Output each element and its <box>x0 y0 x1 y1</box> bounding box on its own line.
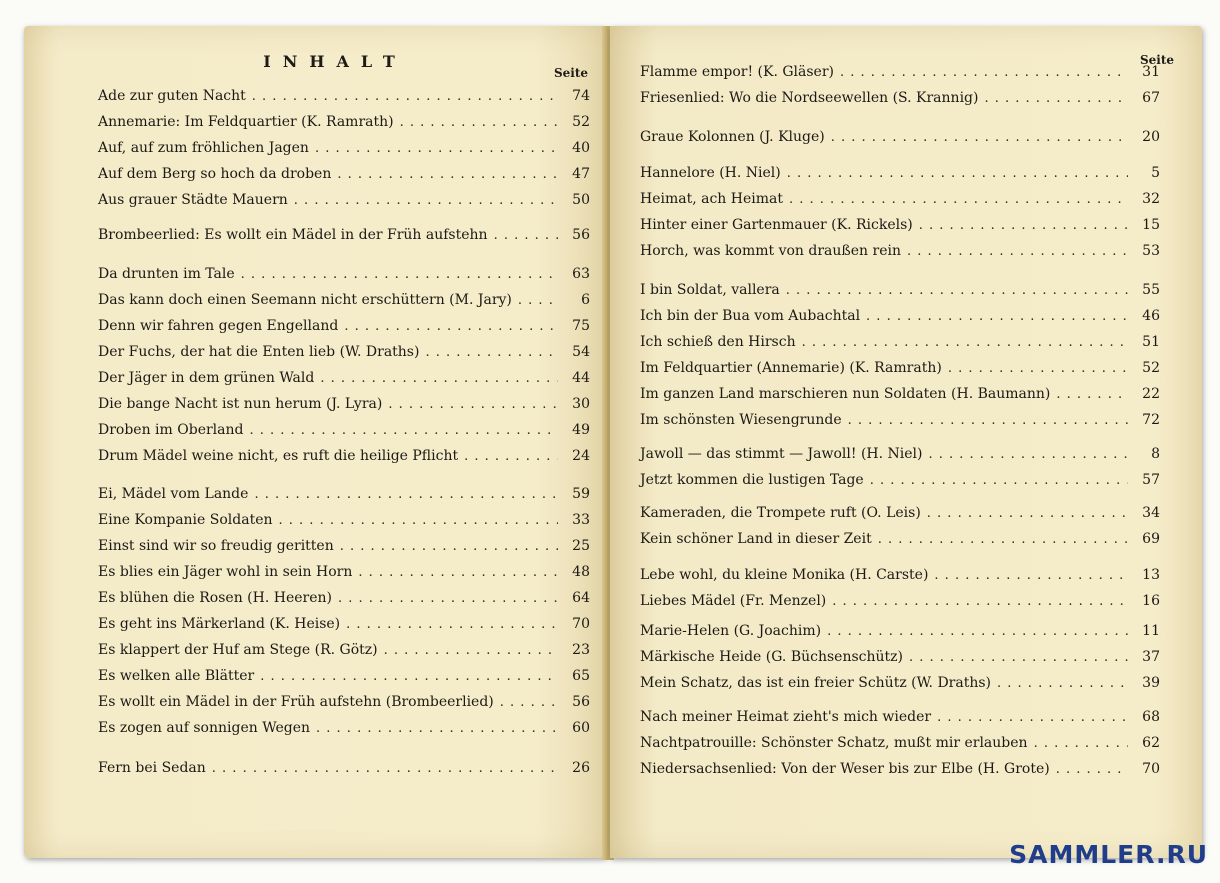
toc-entry-title: Fern bei Sedan <box>98 760 206 776</box>
toc-entry <box>640 593 1160 609</box>
toc-entry-title: Einst sind wir so freudig geritten <box>98 538 334 554</box>
toc-entry <box>640 165 1160 181</box>
toc-entry <box>640 623 1160 639</box>
toc-entry-title: Denn wir fahren gegen Engelland <box>98 318 339 334</box>
toc-entry-page-number: 59 <box>572 486 590 502</box>
dot-leader <box>866 309 1128 324</box>
toc-entry-title: Brombeerlied: Es wollt ein Mädel in der Früh aufstehn <box>98 227 488 243</box>
dot-leader <box>241 267 558 282</box>
toc-entry <box>640 64 1160 80</box>
toc-entry-page-number: 52 <box>1142 360 1160 376</box>
toc-entry-title: Es blies ein Jäger wohl in sein Horn <box>98 564 353 580</box>
toc-entry <box>98 538 590 554</box>
toc-entry-title: Nach meiner Heimat zieht's mich wieder <box>640 709 932 725</box>
toc-entry-page-number: 34 <box>1142 505 1160 521</box>
dot-leader <box>937 710 1128 725</box>
toc-entry-title: Niedersachsenlied: Von der Weser bis zur Elbe (H. Grote) <box>640 761 1050 777</box>
toc-entry-page-number: 60 <box>572 720 590 736</box>
dot-leader <box>464 449 558 464</box>
dot-leader <box>786 283 1128 298</box>
toc-entry <box>98 694 590 710</box>
toc-entry-title: Friesenlied: Wo die Nordseewellen (S. Krannig) <box>640 90 979 106</box>
dot-leader <box>878 532 1128 547</box>
dot-leader <box>927 506 1128 521</box>
toc-entry-title: Märkische Heide (G. Büchsenschütz) <box>640 649 903 665</box>
toc-entry-page-number: 69 <box>1142 531 1160 547</box>
toc-entry <box>640 386 1160 402</box>
watermark: SAMMLER.RU <box>1009 840 1208 869</box>
dot-leader <box>934 568 1128 583</box>
toc-entry <box>640 567 1160 583</box>
toc-entry <box>98 512 590 528</box>
toc-entry <box>640 472 1160 488</box>
toc-entry <box>98 88 590 104</box>
toc-entry-page-number: 30 <box>572 396 590 412</box>
dot-leader <box>518 293 558 308</box>
toc-entry <box>98 668 590 684</box>
dot-leader <box>252 89 558 104</box>
toc-entry-title: Jetzt kommen die lustigen Tage <box>640 472 864 488</box>
toc-entry-page-number: 56 <box>572 694 590 710</box>
toc-entry-page-number: 25 <box>572 538 590 554</box>
toc-entry-title: Kameraden, die Trompete ruft (O. Leis) <box>640 505 921 521</box>
toc-entry-page-number: 47 <box>572 166 590 182</box>
toc-entry-page-number: 68 <box>1142 709 1160 725</box>
dot-leader <box>249 423 558 438</box>
toc-entry-title: Aus grauer Städte Mauern <box>98 192 288 208</box>
toc-entry-title: Das kann doch einen Seemann nicht erschüttern (M. Jary) <box>98 292 512 308</box>
toc-entry <box>98 166 590 182</box>
toc-entry-title: Lebe wohl, du kleine Monika (H. Carste) <box>640 567 929 583</box>
dot-leader <box>338 591 558 606</box>
toc-entry-page-number: 48 <box>572 564 590 580</box>
toc-entry-page-number: 20 <box>1142 129 1160 145</box>
toc-entry <box>98 140 590 156</box>
dot-leader <box>279 513 558 528</box>
dot-leader <box>400 115 558 130</box>
dot-leader <box>315 141 558 156</box>
toc-entry <box>98 266 590 282</box>
dot-leader <box>316 721 558 736</box>
toc-entry <box>640 217 1160 233</box>
toc-entry-title: Horch, was kommt von draußen rein <box>640 243 901 259</box>
toc-entry-title: Auf dem Berg so hoch da droben <box>98 166 332 182</box>
toc-entry-title: Marie-Helen (G. Joachim) <box>640 623 822 639</box>
dot-leader <box>827 624 1128 639</box>
toc-entry-page-number: 33 <box>572 512 590 528</box>
dot-leader <box>1056 387 1128 402</box>
toc-entry <box>640 129 1160 145</box>
toc-entry <box>640 412 1160 428</box>
dot-leader <box>787 166 1128 181</box>
toc-entry-page-number: 46 <box>1142 308 1160 324</box>
toc-entry <box>98 448 590 464</box>
dot-leader <box>388 397 558 412</box>
dot-leader <box>870 473 1128 488</box>
toc-entry <box>98 396 590 412</box>
dot-leader <box>907 244 1128 259</box>
toc-entry-page-number: 5 <box>1151 165 1160 181</box>
dot-leader <box>358 565 558 580</box>
toc-entry <box>640 709 1160 725</box>
toc-entry-title: I bin Soldat, vallera <box>640 282 780 298</box>
toc-entry <box>98 227 590 243</box>
dot-leader <box>260 669 558 684</box>
toc-entry <box>98 720 590 736</box>
toc-entry <box>98 318 590 334</box>
toc-entry <box>640 191 1160 207</box>
dot-leader <box>831 130 1128 145</box>
toc-entry <box>98 422 590 438</box>
toc-entry-title: Droben im Oberland <box>98 422 244 438</box>
toc-entry-page-number: 11 <box>1142 623 1160 639</box>
toc-entry-page-number: 56 <box>572 227 590 243</box>
toc-entry <box>640 675 1160 691</box>
toc-entry-page-number: 40 <box>572 140 590 156</box>
toc-entry-page-number: 6 <box>581 292 590 308</box>
dot-leader <box>346 617 558 632</box>
toc-entry-title: Die bange Nacht ist nun herum (J. Lyra) <box>98 396 383 412</box>
toc-entry-title: Jawoll — das stimmt — Jawoll! (H. Niel) <box>640 446 923 462</box>
toc-entry-page-number: 26 <box>572 760 590 776</box>
dot-leader <box>254 487 558 502</box>
toc-entry <box>640 735 1160 751</box>
toc-entry-title: Im schönsten Wiesengrunde <box>640 412 842 428</box>
toc-entry <box>640 531 1160 547</box>
toc-entry-page-number: 39 <box>1142 675 1160 691</box>
dot-leader <box>212 761 558 776</box>
toc-entry <box>640 505 1160 521</box>
toc-entry <box>98 486 590 502</box>
toc-entry <box>98 760 590 776</box>
toc-entry-title: Der Jäger in dem grünen Wald <box>98 370 315 386</box>
toc-entry-page-number: 49 <box>572 422 590 438</box>
dot-leader <box>425 345 558 360</box>
toc-entry-page-number: 70 <box>1142 761 1160 777</box>
dot-leader <box>919 218 1128 233</box>
dot-leader <box>500 695 558 710</box>
toc-entry <box>640 649 1160 665</box>
toc-entry-title: Hinter einer Gartenmauer (K. Rickels) <box>640 217 913 233</box>
toc-entry-title: Eine Kompanie Soldaten <box>98 512 273 528</box>
toc-entry-title: Auf, auf zum fröhlichen Jagen <box>98 140 309 156</box>
toc-entry-title: Heimat, ach Heimat <box>640 191 783 207</box>
dot-leader <box>848 413 1128 428</box>
dot-leader <box>948 361 1128 376</box>
toc-entry <box>640 243 1160 259</box>
toc-entry <box>640 360 1160 376</box>
toc-entry-page-number: 74 <box>572 88 590 104</box>
toc-entry-page-number: 16 <box>1142 593 1160 609</box>
toc-entry-title: Drum Mädel weine nicht, es ruft die heilige Pflicht <box>98 448 459 464</box>
toc-entry-page-number: 65 <box>572 668 590 684</box>
dot-leader <box>1056 762 1128 777</box>
page-column-header: Seite <box>553 66 588 80</box>
dot-leader <box>340 539 558 554</box>
toc-entry-title: Liebes Mädel (Fr. Menzel) <box>640 593 827 609</box>
toc-entry <box>98 344 590 360</box>
toc-entry-page-number: 75 <box>572 318 590 334</box>
toc-entry-page-number: 52 <box>572 114 590 130</box>
dot-leader <box>320 371 558 386</box>
dot-leader <box>928 447 1128 462</box>
toc-entry <box>640 308 1160 324</box>
dot-leader <box>997 676 1128 691</box>
toc-entry <box>640 282 1160 298</box>
dot-leader <box>789 192 1128 207</box>
toc-entry-title: Im ganzen Land marschieren nun Soldaten (H. Baumann) <box>640 386 1051 402</box>
dot-leader <box>832 594 1128 609</box>
toc-entry <box>640 90 1160 106</box>
toc-entry <box>640 334 1160 350</box>
toc-entry-page-number: 22 <box>1142 386 1160 402</box>
toc-entry-title: Ade zur guten Nacht <box>98 88 246 104</box>
toc-entry-title: Ich schieß den Hirsch <box>640 334 796 350</box>
dot-leader <box>344 319 558 334</box>
toc-entry-title: Kein schöner Land in dieser Zeit <box>640 531 872 547</box>
left-page <box>24 26 606 858</box>
toc-entry-page-number: 72 <box>1142 412 1160 428</box>
toc-entry <box>640 761 1160 777</box>
dot-leader <box>802 335 1128 350</box>
toc-entry-title: Mein Schatz, das ist ein freier Schütz (W. Draths) <box>640 675 992 691</box>
dot-leader <box>984 91 1128 106</box>
toc-entry-page-number: 24 <box>572 448 590 464</box>
toc-entry-page-number: 55 <box>1142 282 1160 298</box>
dot-leader <box>337 167 558 182</box>
toc-entry-page-number: 54 <box>572 344 590 360</box>
right-page <box>610 26 1202 858</box>
toc-entry <box>98 292 590 308</box>
toc-entry-page-number: 31 <box>1142 64 1160 80</box>
page-column-header: Seite <box>1139 53 1174 67</box>
toc-entry-title: Hannelore (H. Niel) <box>640 165 781 181</box>
dot-leader <box>494 228 558 243</box>
dot-leader <box>384 643 558 658</box>
toc-entry-page-number: 44 <box>572 370 590 386</box>
toc-entry <box>98 370 590 386</box>
toc-entry-page-number: 37 <box>1142 649 1160 665</box>
toc-entry-title: Es geht ins Märkerland (K. Heise) <box>98 616 341 632</box>
toc-entry-title: Es welken alle Blätter <box>98 668 255 684</box>
toc-entry-title: Es wollt ein Mädel in der Früh aufstehn (Brombeerlied) <box>98 694 494 710</box>
toc-entry-title: Der Fuchs, der hat die Enten lieb (W. Draths) <box>98 344 420 360</box>
toc-entry-page-number: 67 <box>1142 90 1160 106</box>
toc-entry-title: Im Feldquartier (Annemarie) (K. Ramrath) <box>640 360 942 376</box>
dot-leader <box>294 193 558 208</box>
toc-entry-page-number: 50 <box>572 192 590 208</box>
toc-entry-title: Ich bin der Bua vom Aubachtal <box>640 308 861 324</box>
dot-leader <box>840 65 1128 80</box>
toc-entry-title: Es klappert der Huf am Stege (R. Götz) <box>98 642 378 658</box>
toc-entry-page-number: 62 <box>1142 735 1160 751</box>
toc-entry-title: Nachtpatrouille: Schönster Schatz, mußt mir erlauben <box>640 735 1028 751</box>
dot-leader <box>909 650 1128 665</box>
toc-entry-title: Ei, Mädel vom Lande <box>98 486 249 502</box>
toc-entry <box>98 564 590 580</box>
toc-entry <box>98 590 590 606</box>
toc-entry <box>98 114 590 130</box>
toc-entry-title: Da drunten im Tale <box>98 266 235 282</box>
toc-entry-page-number: 32 <box>1142 191 1160 207</box>
toc-entry-page-number: 64 <box>572 590 590 606</box>
toc-entry-page-number: 23 <box>572 642 590 658</box>
toc-entry-title: Es zogen auf sonnigen Wegen <box>98 720 311 736</box>
toc-entry-title: Annemarie: Im Feldquartier (K. Ramrath) <box>98 114 394 130</box>
toc-entry-page-number: 13 <box>1142 567 1160 583</box>
toc-entry <box>640 446 1160 462</box>
toc-entry-page-number: 8 <box>1151 446 1160 462</box>
toc-entry-page-number: 53 <box>1142 243 1160 259</box>
dot-leader <box>1034 736 1128 751</box>
toc-entry-title: Es blühen die Rosen (H. Heeren) <box>98 590 332 606</box>
toc-entry <box>98 616 590 632</box>
toc-entry <box>98 642 590 658</box>
toc-entry-title: Graue Kolonnen (J. Kluge) <box>640 129 825 145</box>
toc-entry-page-number: 15 <box>1142 217 1160 233</box>
toc-entry-page-number: 63 <box>572 266 590 282</box>
toc-entry-title: Flamme empor! (K. Gläser) <box>640 64 834 80</box>
page-title: INHALT <box>263 52 407 71</box>
toc-entry-page-number: 70 <box>572 616 590 632</box>
toc-entry <box>98 192 590 208</box>
toc-entry-page-number: 51 <box>1142 334 1160 350</box>
toc-entry-page-number: 57 <box>1142 472 1160 488</box>
